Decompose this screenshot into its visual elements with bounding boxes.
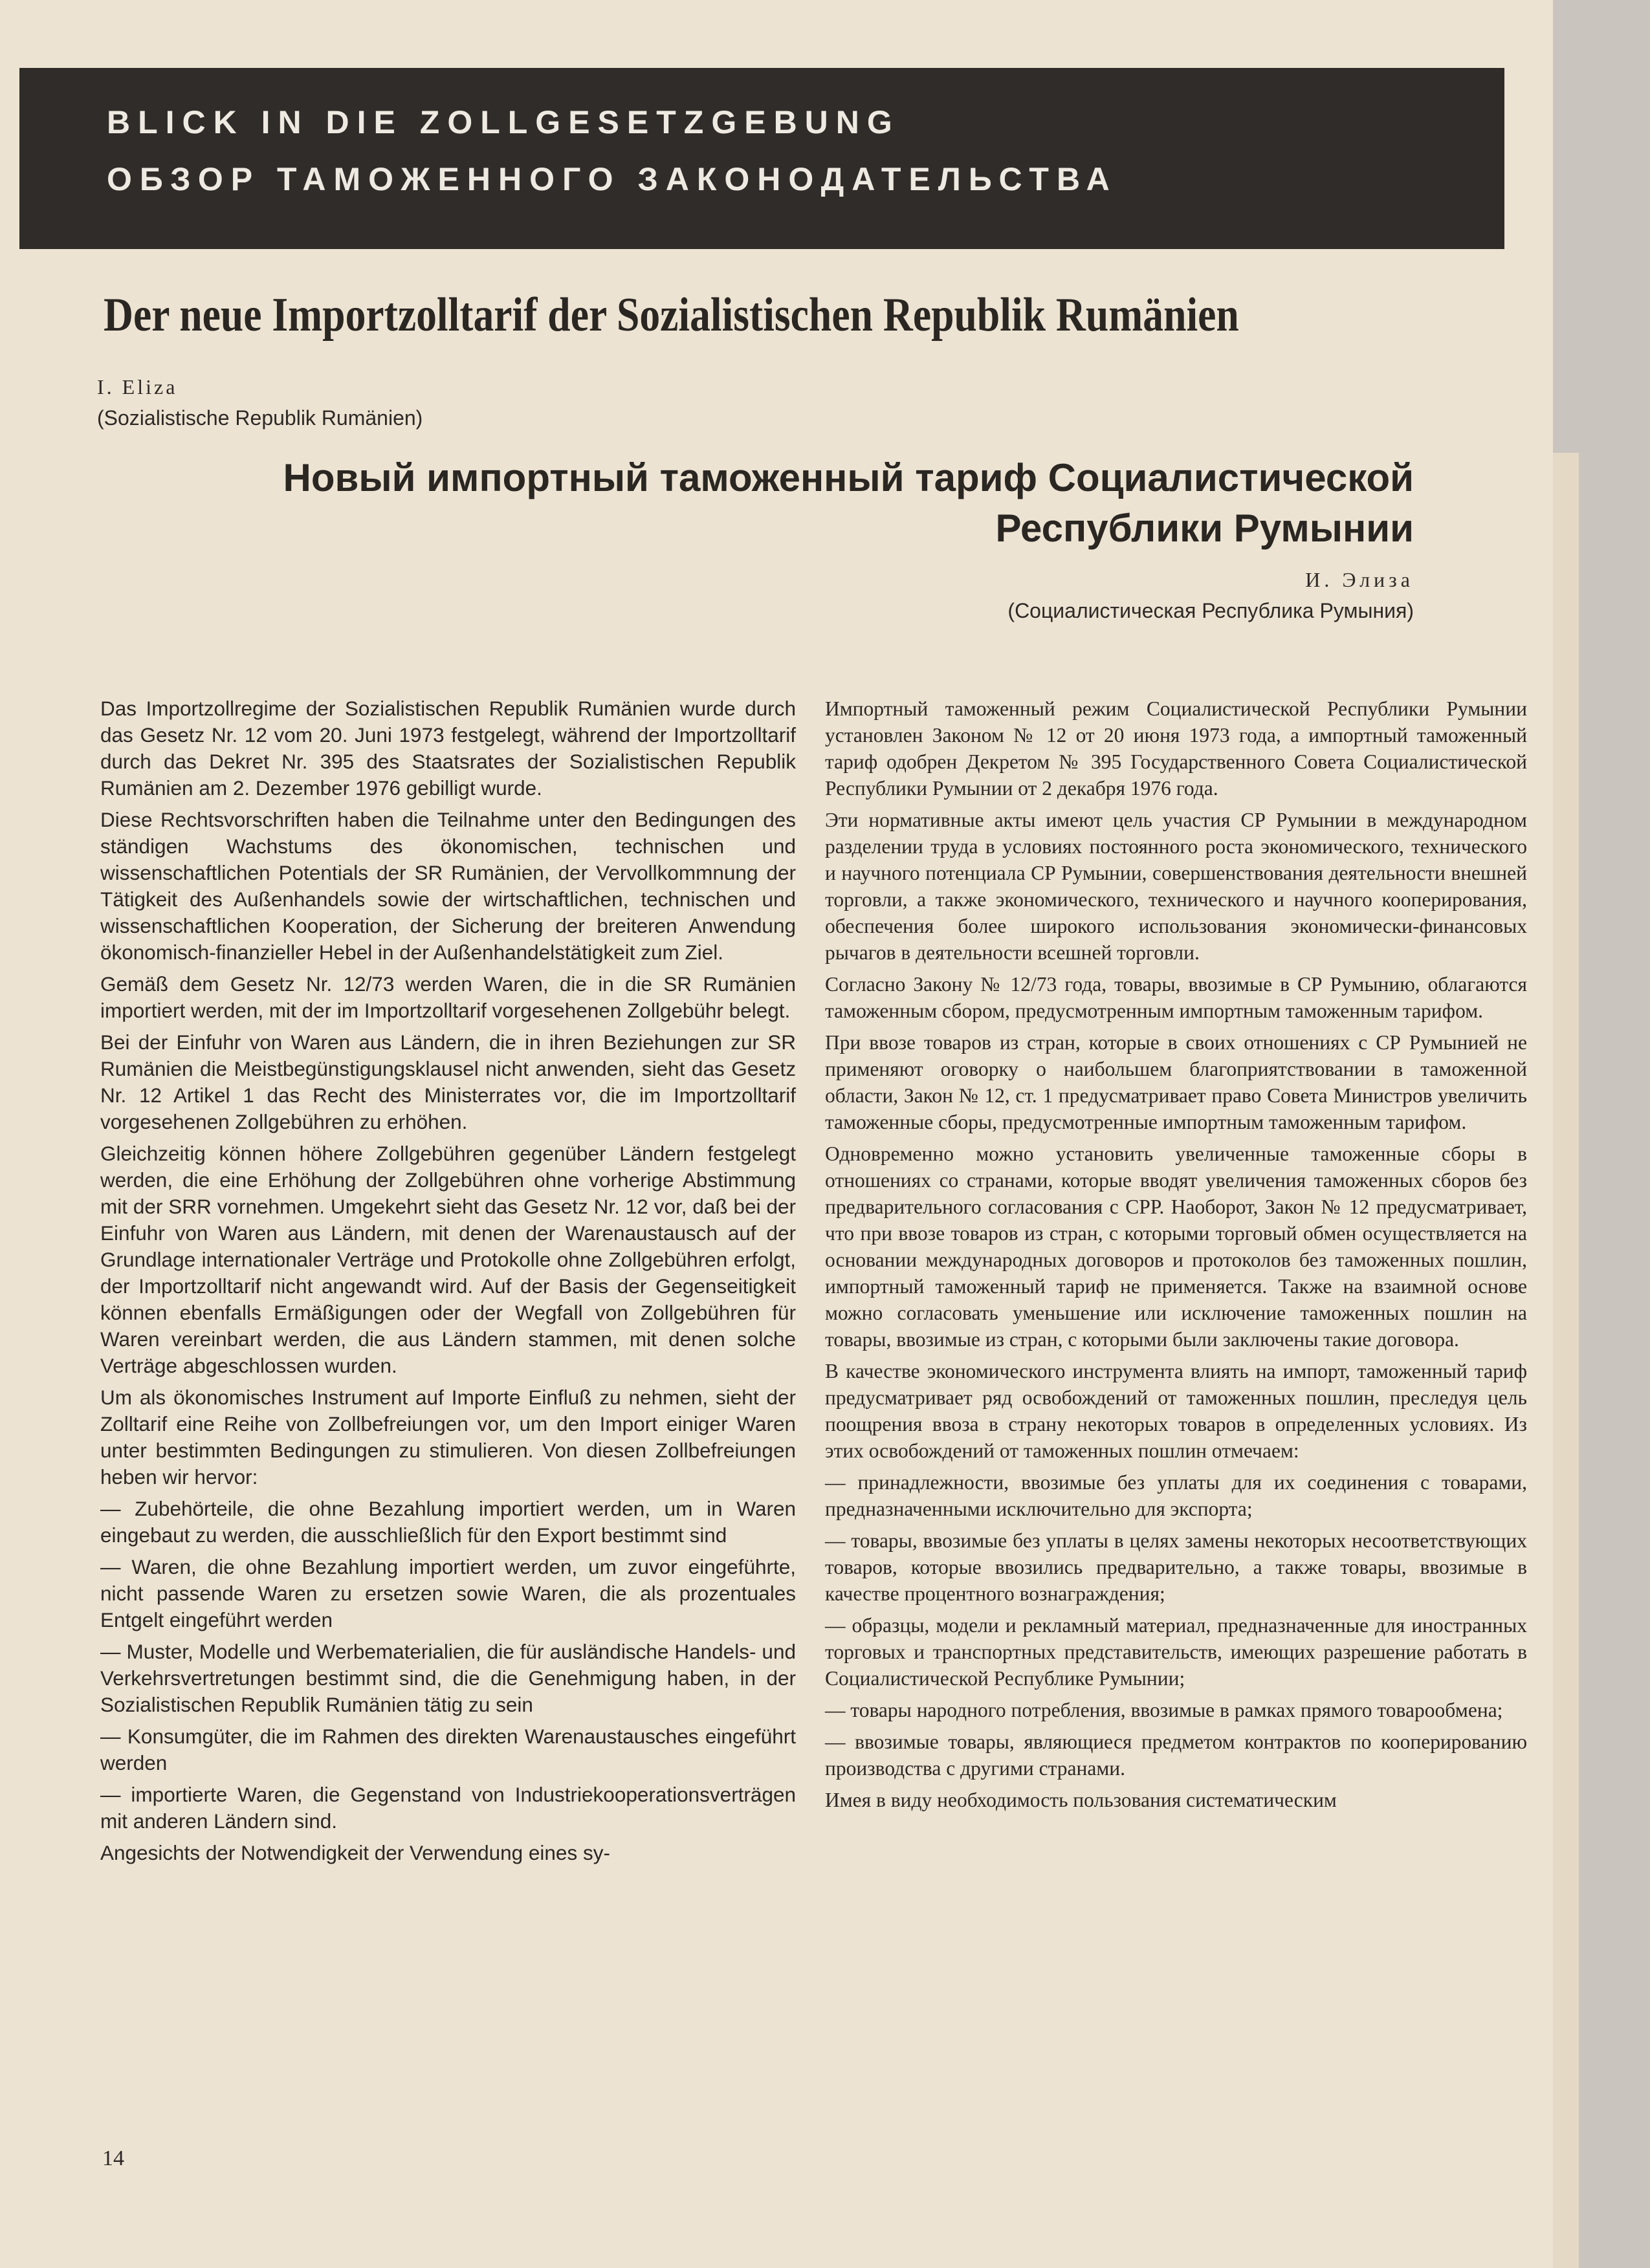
paragraph-de: Angesichts der Notwendigkeit der Verwendung eines sy- <box>100 1841 610 1864</box>
article-title-ru-line1: Новый импортный таможенный тариф Социалистической <box>283 456 1414 499</box>
list-item-de: — importierte Waren, die Gegenstand von Industriekooperationsverträgen mit anderen Ländern sind. <box>100 1783 796 1833</box>
article-title-ru <box>55 453 1414 554</box>
author-de: I. Eliza <box>97 375 178 398</box>
paragraph-de: Bei der Einfuhr von Waren aus Ländern, die in ihren Beziehungen zur SR Rumänien die Meistbegünstigungsklausel nicht anwenden, sieht das Gesetz Nr. 12 Artikel 1 das Recht des Ministerrates vor, die im Importzolltarif vorgesehenen Zollgebühren zu erhöhen. <box>100 1030 796 1133</box>
list-item-ru: — принадлежности, ввозимые без уплаты для их соединения с товарами, предназначенными исключительно для экспорта; <box>825 1471 1527 1520</box>
article-title-de: Der neue Importzolltarif der Sozialistischen Republik Rumänien <box>104 289 1239 342</box>
article-title-ru-line2: Республики Румынии <box>995 507 1414 550</box>
paragraph-ru: Эти нормативные акты имеют цель участия СР Румынии в международном разделении труда в условиях постоянного роста экономического, технического и научного потенциала СР Румынии, совершенствования деятельности внешней торговли, а также экономического, технического и научного кооперирования, обеспечения более широкого использования экономически-финансовых рычагов в деятельности всешней торговли. <box>825 809 1527 964</box>
list-item-ru: — ввозимые товары, являющиеся предметом контрактов по кооперированию производства с другими странами. <box>825 1730 1527 1780</box>
affiliation-ru: (Социалистическая Республика Румыния) <box>1007 599 1414 622</box>
section-header-band <box>19 68 1504 249</box>
next-page-edge <box>1553 453 1579 2268</box>
german-text-column <box>100 695 796 1871</box>
list-item-de: — Zubehörteile, die ohne Bezahlung importiert werden, um in Waren eingebaut zu werden, die ausschließlich für den Export bestimmt sind <box>100 1497 796 1547</box>
list-item-ru: — образцы, модели и рекламный материал, предназначенные для иностранных торговых и транспортных представительств, имеющих разрешение работать в Социалистической Республике Румынии; <box>825 1614 1527 1690</box>
paragraph-ru: При ввозе товаров из стран, которые в своих отношениях с СР Румынией не применяют оговорку о наибольшем благоприятствовании в таможенной области, Закон № 12, ст. 1 предусматривает право Совета Министров увеличить таможенные сборы, предусмотренные импортным таможенным тарифом. <box>825 1031 1527 1133</box>
paragraph-ru: Одновременно можно установить увеличенные таможенные сборы в отношениях со странами, которые вводят увеличения таможенных сборов без предварительного согласования с СРР. Наоборот, Закон № 12 предусматривает, что при ввозе товаров из стран, с которыми торговый обмен осуществляется на основании международных договоров и протоколов без таможенных пошлин, импортный таможенный тариф не применяется. Также на взаимной основе можно согласовать уменьшение или исключение таможенных пошлин на товары, ввозимые из стран, с которыми были заключены такие договора. <box>825 1142 1527 1351</box>
russian-text-column <box>825 695 1527 1818</box>
list-item-de: — Konsumgüter, die im Rahmen des direkten Warenaustausches eingeführt werden <box>100 1725 796 1774</box>
paragraph-ru: Импортный таможенный режим Социалистической Республики Румынии установлен Законом № 12 от 20 июня 1973 года, а импортный таможенный тариф одобрен Декретом № 395 Государственного Совета Социалистической Республики Румынии от 2 декабря 1976 года. <box>825 697 1527 800</box>
list-item-ru: — товары народного потребления, ввозимые в рамках прямого товарообмена; <box>825 1699 1503 1721</box>
paragraph-ru: В качестве экономического инструмента влиять на импорт, таможенный тариф предусматривает ряд освобождений от таможенных пошлин, преследуя цель поощрения ввоза в страну некоторых товаров в определенных условиях. Из этих освобождений от таможенных пошлин отмечаем: <box>825 1360 1527 1462</box>
paragraph-de: Diese Rechtsvorschriften haben die Teilnahme unter den Bedingungen des ständigen Wachstums des ökonomischen, technischen und wissenschaftlichen Potentials der SR Rumänien, der Vervollkommnung der Tätigkeit des Außenhandels sowie der wirtschaftlichen, technischen und wissenschaftlichen Kooperation, der Sicherung der breiteren Anwendung ökonomisch-finanzieller Hebel in der Außenhandelstätigkeit zum Ziel. <box>100 808 796 964</box>
section-header-de: BLICK IN DIE ZOLLGESETZGEBUNG <box>107 104 900 140</box>
page-number: 14 <box>102 2146 124 2170</box>
paragraph-de: Das Importzollregime der Sozialistischen Republik Rumänien wurde durch das Gesetz Nr. 12 vom 20. Juni 1973 festgelegt, während der Importzolltarif durch das Dekret Nr. 395 des Staatsrates der Sozialistischen Republik Rumänien am 2. Dezember 1976 gebilligt wurde. <box>100 697 796 800</box>
section-header-ru: ОБЗОР ТАМОЖЕННОГО ЗАКОНОДАТЕЛЬСТВА <box>107 161 1117 197</box>
paragraph-de: Um als ökonomisches Instrument auf Importe Einfluß zu nehmen, sieht der Zolltarif eine Reihe von Zollbefreiungen vor, um den Import einiger Waren unter bestimmten Bedingungen zu stimulieren. Von diesen Zollbefreiungen heben wir hervor: <box>100 1386 796 1488</box>
paragraph-ru: Согласно Закону № 12/73 года, товары, ввозимые в СР Румынию, облагаются таможенным сбором, предусмотренным импортным таможенным тарифом. <box>825 973 1527 1022</box>
author-ru: И. Элиза <box>1305 568 1414 591</box>
affiliation-de: (Sozialistische Republik Rumänien) <box>97 406 423 430</box>
list-item-ru: — товары, ввозимые без уплаты в целях замены некоторых несоответствующих товаров, которые ввозились предварительно, а также товары, ввозимые в качестве процентного вознаграждения; <box>825 1529 1527 1605</box>
paragraph-ru: Имея в виду необходимость пользования систематическим <box>825 1789 1337 1811</box>
paragraph-de: Gemäß dem Gesetz Nr. 12/73 werden Waren, die in die SR Rumänien importiert werden, mit der im Importzolltarif vorgesehenen Zollgebühr belegt. <box>100 972 796 1022</box>
list-item-de: — Waren, die ohne Bezahlung importiert werden, um zuvor eingeführte, nicht passende Waren zu ersetzen sowie Waren, die als prozentuales Entgelt eingeführt werden <box>100 1555 796 1631</box>
list-item-de: — Muster, Modelle und Werbematerialien, die für ausländische Handels- und Verkehrsvertretungen bestimmt sind, die die Genehmigung haben, in der Sozialistischen Republik Rumänien tätig zu sein <box>100 1640 796 1716</box>
paragraph-de: Gleichzeitig können höhere Zollgebühren gegenüber Ländern festgelegt werden, die eine Erhöhung der Zollgebühren ohne vorherige Abstimmung mit der SRR vornehmen. Umgekehrt sieht das Gesetz Nr. 12 vor, daß bei der Einfuhr von Waren aus Ländern, mit denen der Warenaustausch auf der Grundlage internationaler Verträge und Protokolle ohne Zollgebühren erfolgt, der Importzolltarif nicht angewandt wird. Auf der Basis der Gegenseitigkeit können ebenfalls Ermäßigungen oder der Wegfall von Zollgebühren für Waren vereinbart werden, die aus Ländern stammen, mit denen solche Verträge abgeschlossen wurden. <box>100 1142 796 1377</box>
